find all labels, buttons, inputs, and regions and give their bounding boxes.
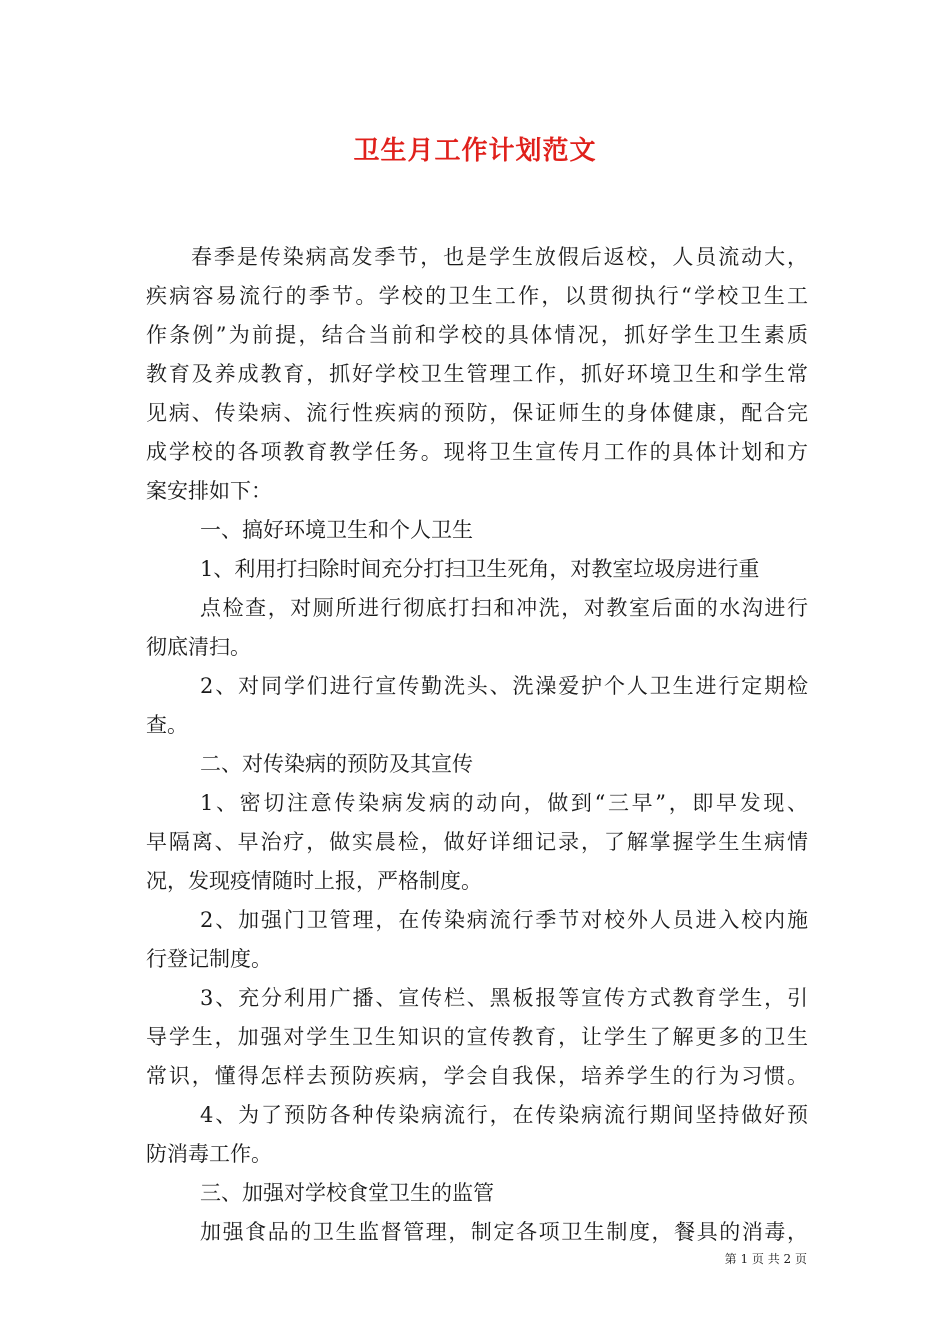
paragraph-line: 2、加强门卫管理，在传染病流行季节对校外人员进入校内施	[200, 908, 808, 932]
paragraph-line: 春季是传染病高发季节，也是学生放假后返校，人员流动大，	[191, 245, 808, 269]
paragraph-line: 案安排如下：	[146, 479, 272, 503]
paragraph-line: 行登记制度。	[146, 947, 272, 971]
paragraph-line: 教育及养成教育，抓好学校卫生管理工作，抓好环境卫生和学生常	[146, 362, 808, 386]
paragraph-line: 1、利用打扫除时间充分打扫卫生死角，对教室垃圾房进行重	[200, 557, 760, 581]
paragraph-line: 加强食品的卫生监督管理，制定各项卫生制度，餐具的消毒，	[200, 1220, 808, 1244]
paragraph-line: 常识，懂得怎样去预防疾病，学会自我保，培养学生的行为习惯。	[146, 1064, 808, 1088]
paragraph-line: 3、充分利用广播、宣传栏、黑板报等宣传方式教育学生，引	[200, 986, 808, 1010]
paragraph-line: 4、为了预防各种传染病流行，在传染病流行期间坚持做好预	[200, 1103, 808, 1127]
paragraph-line: 成学校的各项教育教学任务。现将卫生宣传月工作的具体计划和方	[146, 440, 808, 464]
section-heading: 三、加强对学校食堂卫生的监管	[200, 1181, 494, 1205]
paragraph-line: 防消毒工作。	[146, 1142, 272, 1166]
paragraph-line: 点检查，对厕所进行彻底打扫和冲洗，对教室后面的水沟进行	[200, 596, 808, 620]
paragraph-line: 早隔离、早治疗，做实晨检，做好详细记录，了解掌握学生生病情	[146, 830, 808, 854]
paragraph-line: 1、密切注意传染病发病的动向，做到“三早”，即早发现、	[200, 791, 808, 815]
section-heading: 一、搞好环境卫生和个人卫生	[200, 518, 473, 542]
paragraph-line: 疾病容易流行的季节。学校的卫生工作，以贯彻执行“学校卫生工	[146, 284, 808, 308]
paragraph-line: 见病、传染病、流行性疾病的预防，保证师生的身体健康，配合完	[146, 401, 808, 425]
paragraph-line: 作条例”为前提，结合当前和学校的具体情况，抓好学生卫生素质	[146, 323, 808, 347]
document-title: 卫生月工作计划范文	[353, 136, 597, 166]
paragraph-line: 况，发现疫情随时上报，严格制度。	[146, 869, 482, 893]
paragraph-line: 导学生，加强对学生卫生知识的宣传教育，让学生了解更多的卫生	[146, 1025, 808, 1049]
page-indicator: 第 1 页 共 2 页	[724, 1252, 807, 1266]
paragraph-line: 2、对同学们进行宣传勤洗头、洗澡爱护个人卫生进行定期检	[200, 674, 808, 698]
paragraph-line: 彻底清扫。	[146, 635, 251, 659]
paragraph-line: 查。	[146, 713, 188, 737]
section-heading: 二、对传染病的预防及其宣传	[200, 752, 473, 776]
